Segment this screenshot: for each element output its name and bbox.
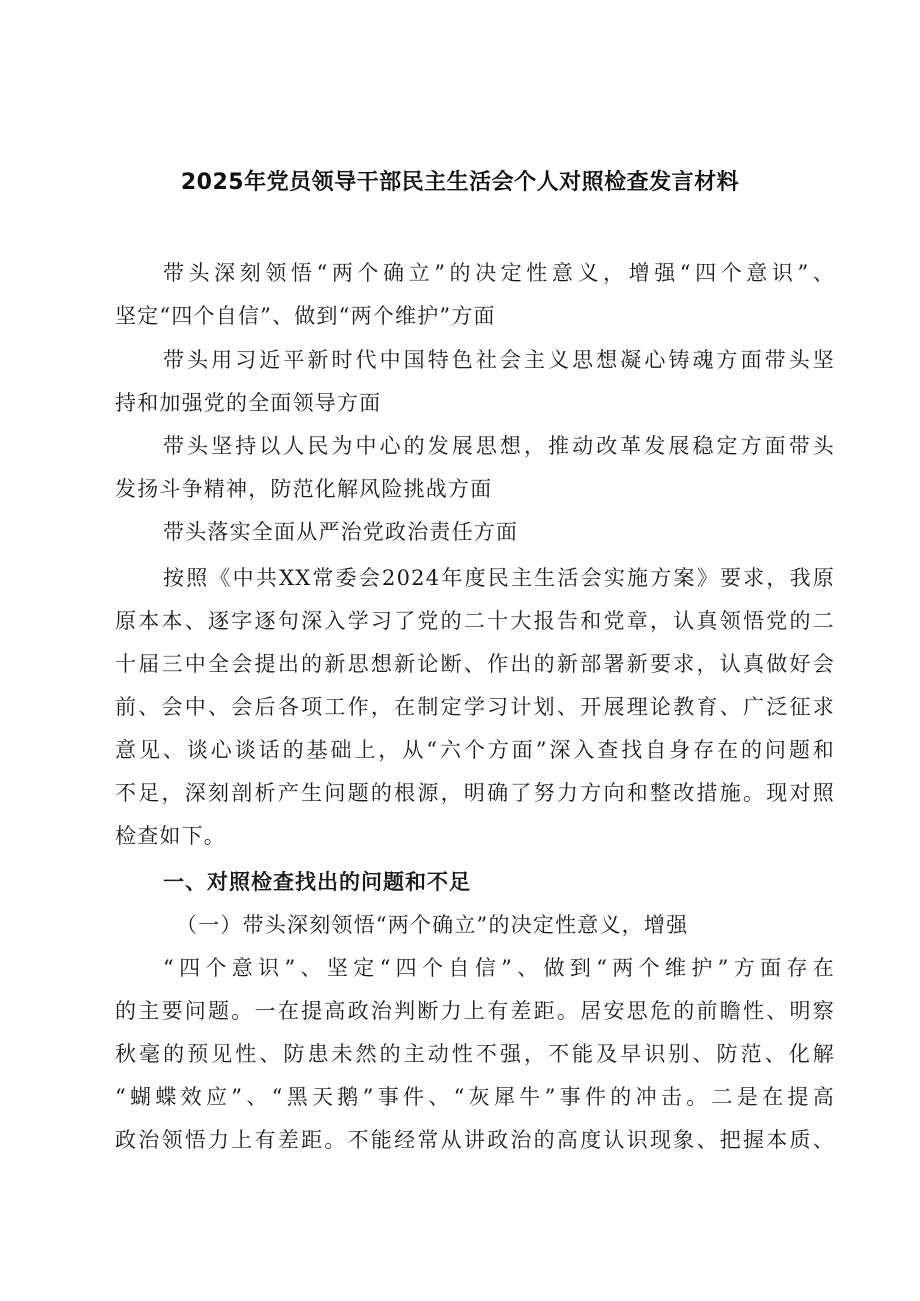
text-line: 前、会中、会后各项工作，在制定学习计划、开展理论教育、广泛征求 <box>115 695 835 719</box>
text-line: 政治领悟力上有差距。不能经常从讲政治的高度认识现象、把握本质、 <box>115 1128 835 1152</box>
text-line: 按照《中共XX常委会2024年度民主生活会实施方案》要求，我原 <box>163 566 835 590</box>
text-line: 持和加强党的全面领导方面 <box>115 391 382 415</box>
text-line: 带头深刻领悟“两个确立”的决定性意义，增强“四个意识”、 <box>163 261 835 285</box>
text-line: 秋毫的预见性、防患未然的主动性不强，不能及早识别、防范、化解 <box>115 1042 835 1066</box>
text-line: 十届三中全会提出的新思想新论断、作出的新部署新要求，认真做好会 <box>115 652 835 676</box>
text-line: 检查如下。 <box>115 824 226 848</box>
text-line: 带头用习近平新时代中国特色社会主义思想凝心铸魂方面带头坚 <box>163 348 835 372</box>
text-line: 坚定“四个自信”、做到“两个维护”方面 <box>115 304 496 328</box>
subsection-heading: （一）带头深刻领悟“两个确立”的决定性意义，增强 <box>176 913 689 937</box>
text-line: 不足，深刻剖析产生问题的根源，明确了努力方向和整改措施。现对照 <box>115 781 835 805</box>
section-heading: 一、对照检查找出的问题和不足 <box>163 870 471 894</box>
text-line: “蝴蝶效应”、“黑天鹅”事件、“灰犀牛”事件的冲击。二是在提高 <box>115 1085 835 1109</box>
document-title: 2025年党员领导干部民主生活会个人对照检查发言材料 <box>180 170 740 195</box>
text-line: 带头落实全面从严治党政治责任方面 <box>163 520 519 544</box>
text-line: 意见、谈心谈话的基础上，从“六个方面”深入查找自身存在的问题和 <box>115 738 835 762</box>
text-line: “四个意识”、坚定“四个自信”、做到“两个维护”方面存在 <box>163 956 835 980</box>
text-line: 发扬斗争精神，防范化解风险挑战方面 <box>115 477 493 501</box>
text-line: 带头坚持以人民为中心的发展思想，推动改革发展稳定方面带头 <box>163 434 835 458</box>
text-line: 的主要问题。一在提高政治判断力上有差距。居安思危的前瞻性、明察 <box>115 999 835 1023</box>
text-line: 原本本、逐字逐句深入学习了党的二十大报告和党章，认真领悟党的二 <box>115 609 835 633</box>
